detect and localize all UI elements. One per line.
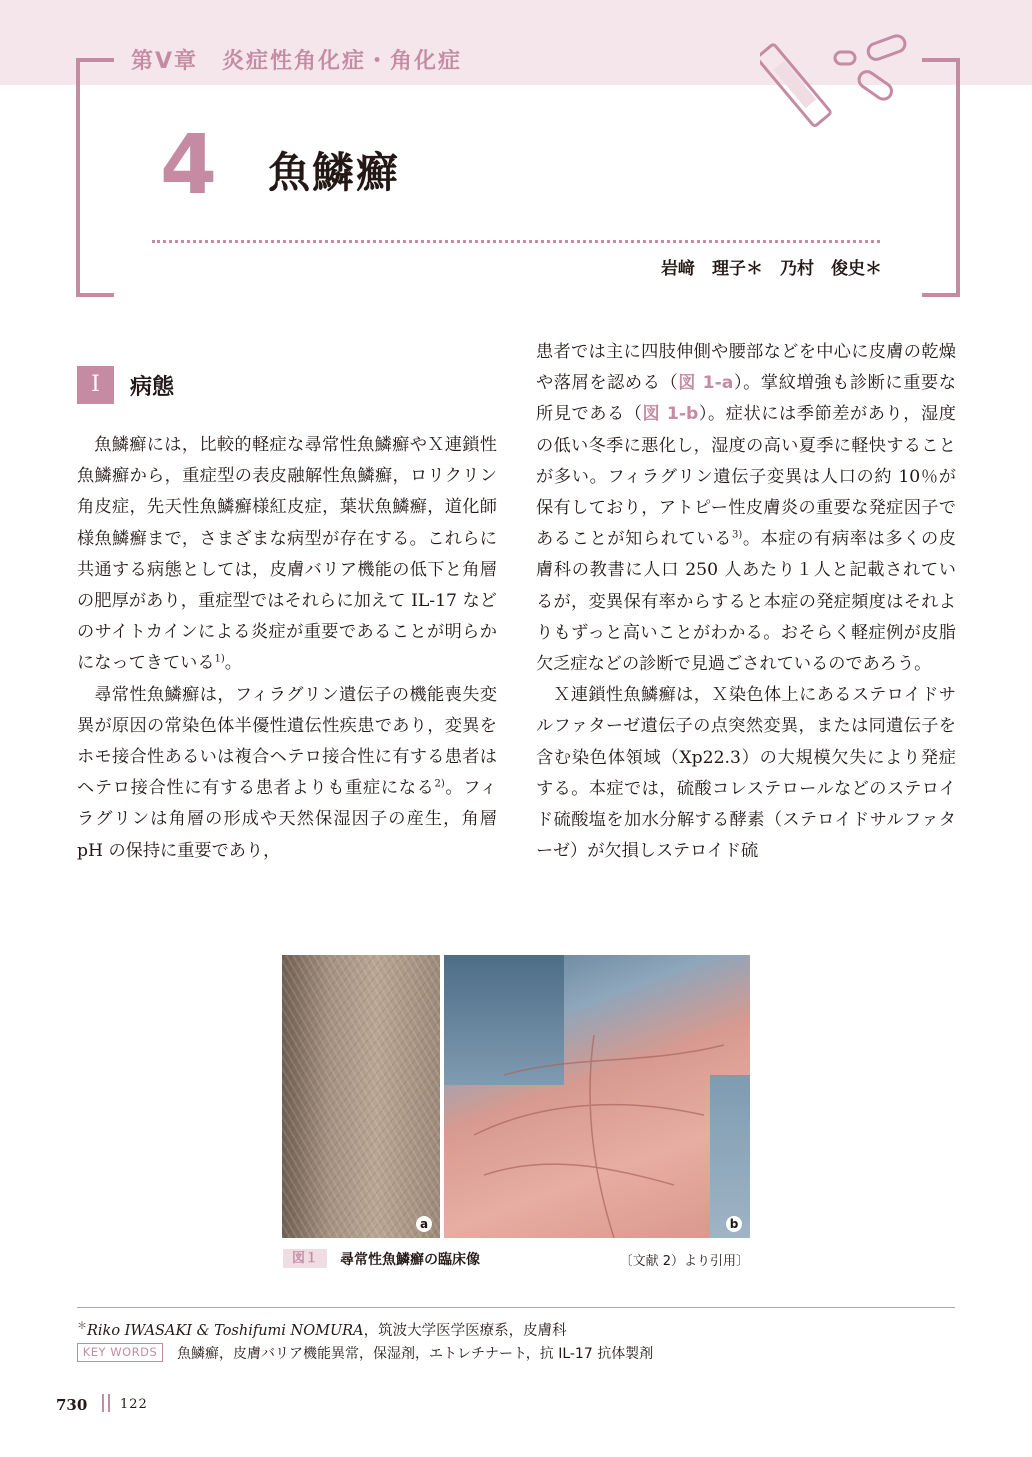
- affiliation: ＊Riko IWASAKI & Toshifumi NOMURA，筑波大学医学医療系，皮膚科: [77, 1321, 567, 1339]
- authors: 岩﨑 理子＊ 乃村 俊史＊: [661, 259, 882, 279]
- page-separator: [102, 1394, 110, 1412]
- paragraph: 魚鱗癬には，比較的軽症な尋常性魚鱗癬やＸ連鎖性魚鱗癬から，重症型の表皮融解性魚鱗癬，ロリクリン角皮症，先天性魚鱗癬様紅皮症，葉状魚鱗癬，道化師様魚鱗癬まで，さまざまな病型が存在する。これらに共通する病態としては，皮膚バリア機能の低下と角層の肥厚があり，重症型ではそれらに加えて IL-17 などのサイトカインによる炎症が重要であることが明らかになってきている$^{1)}$。: [77, 435, 497, 674]
- section-title: 病態: [130, 375, 175, 400]
- keywords-tag: KEY WORDS: [77, 1343, 163, 1362]
- palm-lines: [444, 955, 750, 1238]
- left-column: [77, 430, 497, 867]
- article-number: 4: [160, 118, 218, 213]
- figure-1: [282, 955, 750, 1238]
- page-number: 730: [56, 1396, 88, 1414]
- chapter-title: 第Ⅴ章 炎症性角化症・角化症: [131, 49, 463, 74]
- right-column: [536, 337, 956, 867]
- footnote-rule: [77, 1307, 955, 1308]
- figure-label-a: a: [416, 1216, 432, 1232]
- photo-leg: [282, 955, 440, 1238]
- figure-tag: 図１: [283, 1249, 327, 1268]
- figure-label-b: b: [726, 1216, 742, 1232]
- paragraph: Ｘ連鎖性魚鱗癬は，Ｘ染色体上にあるステロイドサルファターゼ遺伝子の点突然変異，または同遺伝子を含む染色体領域（Xp22.3）の大規模欠失により発症する。本症では，硫酸コレステロールなどのステロイド硫酸塩を加水分解する酵素（ステロイドサルファターゼ）が欠損しステロイド硫: [536, 685, 956, 862]
- issue-page-number: 122: [120, 1397, 148, 1412]
- paragraph: 尋常性魚鱗癬は，フィラグリン遺伝子の機能喪失変異が原因の常染色体半優性遺伝性疾患であり，変異をホモ接合性あるいは複合ヘテロ接合性に有する患者はヘテロ接合性に有する患者よりも重症になる$^{2)}$。フィラグリンは角層の形成や天然保湿因子の産生，角層 pH の保持に重要であり，: [77, 684, 497, 861]
- section-number: Ⅰ: [77, 366, 114, 404]
- article-title: 魚鱗癬: [268, 148, 401, 197]
- figure-ref-1b[interactable]: 図 1-b: [642, 404, 699, 425]
- keywords: 魚鱗癬，皮膚バリア機能異常，保湿剤，エトレチナート，抗 IL-17 抗体製剤: [177, 1346, 654, 1362]
- dotted-divider: [152, 240, 880, 243]
- figure-caption: 尋常性魚鱗癬の臨床像: [340, 1252, 480, 1268]
- ointment-pills-icon: [760, 32, 910, 132]
- figure-ref-1a[interactable]: 図 1-a: [678, 373, 734, 394]
- right-bracket: [922, 58, 960, 297]
- left-bracket: [76, 58, 114, 297]
- figure-source: 〔文献 2）より引用〕: [619, 1254, 749, 1269]
- photo-palm: [444, 955, 750, 1238]
- paragraph: 患者では主に四肢伸側や腰部などを中心に皮膚の乾燥や落屑を認める（図 1-a）。掌紋増強も診断に重要な所見である（図 1-b）。症状には季節差があり，湿度の低い冬季に悪化し，湿度の高い夏季に軽快することが多い。フィラグリン遺伝子変異は人口の約 10％が保有しており，アトピー性皮膚炎の重要な発症因子であることが知られている$^{3)}$。本症の有病率は多くの皮膚科の教書に人口 250 人あたり１人と記載されているが，変異保有率からすると本症の発症頻度はそれよりもずっと高いことがわかる。おそらく軽症例が皮脂欠乏症などの診断で見過ごされているのであろう。: [536, 342, 957, 675]
